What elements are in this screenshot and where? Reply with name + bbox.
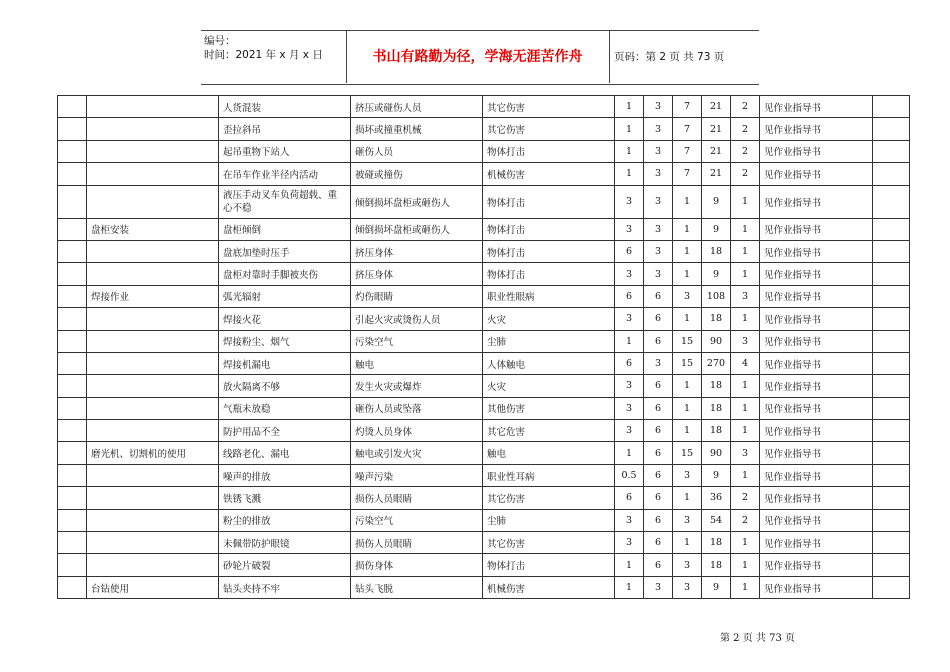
table-row — [58, 263, 910, 285]
control-measure-cell: 见作业指导书 — [760, 285, 873, 307]
risk-value-cell: 108 — [702, 285, 731, 307]
likelihood-cell: 1 — [615, 163, 644, 185]
table-row — [58, 240, 910, 262]
header-page-number: 页码：第 2 页 共 73 页 — [614, 51, 725, 63]
risk-level-cell: 2 — [731, 487, 760, 509]
remark-cell — [873, 240, 910, 262]
control-measure-cell: 见作业指导书 — [760, 554, 873, 576]
work-item-cell: 盘柜安装 — [87, 218, 219, 240]
table-row — [58, 218, 910, 240]
control-measure-cell: 见作业指导书 — [760, 263, 873, 285]
likelihood-cell: 1 — [615, 118, 644, 140]
hazard-cell: 防护用品不全 — [219, 420, 351, 442]
accident-type-cell: 其它伤害 — [483, 487, 615, 509]
index-cell — [58, 218, 87, 240]
work-item-cell — [87, 554, 219, 576]
risk-value-cell: 21 — [702, 118, 731, 140]
table-row — [58, 420, 910, 442]
index-cell — [58, 375, 87, 397]
hazard-cell: 焊接粉尘、烟气 — [219, 330, 351, 352]
hazard-cell: 铁锈飞溅 — [219, 487, 351, 509]
consequence-score-cell: 15 — [673, 330, 702, 352]
remark-cell — [873, 263, 910, 285]
risk-value-cell: 18 — [702, 554, 731, 576]
consequence-cell: 触电或引发火灾 — [351, 442, 483, 464]
risk-value-cell: 36 — [702, 487, 731, 509]
work-item-cell — [87, 487, 219, 509]
accident-type-cell: 尘肺 — [483, 330, 615, 352]
table-row — [58, 352, 910, 374]
control-measure-cell: 见作业指导书 — [760, 118, 873, 140]
work-item-cell — [87, 96, 219, 118]
control-measure-cell: 见作业指导书 — [760, 185, 873, 218]
work-item-cell: 磨光机、切割机的使用 — [87, 442, 219, 464]
table-row — [58, 285, 910, 307]
remark-cell — [873, 330, 910, 352]
table-row — [58, 554, 910, 576]
consequence-score-cell: 7 — [673, 118, 702, 140]
consequence-cell: 发生火灾或爆炸 — [351, 375, 483, 397]
control-measure-cell: 见作业指导书 — [760, 140, 873, 162]
likelihood-cell: 6 — [615, 352, 644, 374]
risk-value-cell: 9 — [702, 464, 731, 486]
control-measure-cell: 见作业指导书 — [760, 240, 873, 262]
hazard-cell: 放火隔离不够 — [219, 375, 351, 397]
work-item-cell — [87, 420, 219, 442]
consequence-score-cell: 15 — [673, 442, 702, 464]
work-item-cell — [87, 263, 219, 285]
table-row — [58, 442, 910, 464]
hazard-cell: 起吊重物下站人 — [219, 140, 351, 162]
risk-level-cell: 2 — [731, 96, 760, 118]
control-measure-cell: 见作业指导书 — [760, 532, 873, 554]
consequence-score-cell: 1 — [673, 240, 702, 262]
exposure-cell: 6 — [644, 330, 673, 352]
hazard-cell: 气瓶未放稳 — [219, 397, 351, 419]
consequence-cell: 挤压身体 — [351, 263, 483, 285]
likelihood-cell: 3 — [615, 263, 644, 285]
remark-cell — [873, 375, 910, 397]
risk-level-cell: 1 — [731, 420, 760, 442]
accident-type-cell: 其它伤害 — [483, 532, 615, 554]
consequence-cell: 损坏或撞重机械 — [351, 118, 483, 140]
table-row — [58, 185, 910, 218]
hazard-cell: 歪拉斜吊 — [219, 118, 351, 140]
risk-value-cell: 9 — [702, 263, 731, 285]
exposure-cell: 6 — [644, 487, 673, 509]
accident-type-cell: 物体打击 — [483, 185, 615, 218]
consequence-cell: 触电 — [351, 352, 483, 374]
table-row — [58, 308, 910, 330]
accident-type-cell: 物体打击 — [483, 140, 615, 162]
accident-type-cell: 尘肺 — [483, 509, 615, 531]
table-row — [58, 140, 910, 162]
exposure-cell: 3 — [644, 118, 673, 140]
exposure-cell: 6 — [644, 308, 673, 330]
index-cell — [58, 308, 87, 330]
table-row — [58, 509, 910, 531]
risk-level-cell: 1 — [731, 554, 760, 576]
control-measure-cell: 见作业指导书 — [760, 420, 873, 442]
risk-value-cell: 18 — [702, 532, 731, 554]
document-time-label: 时间：2021 年 x 月 x 日 — [204, 49, 323, 61]
work-item-cell: 焊接作业 — [87, 285, 219, 307]
accident-type-cell: 其它伤害 — [483, 96, 615, 118]
risk-value-cell: 21 — [702, 140, 731, 162]
hazard-cell: 弧光辐射 — [219, 285, 351, 307]
table-row — [58, 464, 910, 486]
table-row — [58, 118, 910, 140]
work-item-cell — [87, 464, 219, 486]
exposure-cell: 3 — [644, 352, 673, 374]
consequence-score-cell: 7 — [673, 140, 702, 162]
consequence-score-cell: 15 — [673, 352, 702, 374]
remark-cell — [873, 442, 910, 464]
risk-level-cell: 3 — [731, 442, 760, 464]
consequence-cell: 噪声污染 — [351, 464, 483, 486]
risk-level-cell: 2 — [731, 140, 760, 162]
risk-value-cell: 9 — [702, 218, 731, 240]
risk-value-cell: 54 — [702, 509, 731, 531]
exposure-cell: 3 — [644, 185, 673, 218]
index-cell — [58, 263, 87, 285]
consequence-score-cell: 3 — [673, 554, 702, 576]
accident-type-cell: 物体打击 — [483, 218, 615, 240]
consequence-cell: 挤压身体 — [351, 240, 483, 262]
control-measure-cell: 见作业指导书 — [760, 464, 873, 486]
work-item-cell — [87, 308, 219, 330]
exposure-cell: 6 — [644, 375, 673, 397]
control-measure-cell: 见作业指导书 — [760, 330, 873, 352]
risk-level-cell: 2 — [731, 509, 760, 531]
header-meta — [204, 34, 342, 62]
risk-level-cell: 1 — [731, 576, 760, 598]
control-measure-cell: 见作业指导书 — [760, 96, 873, 118]
hazard-cell: 钻头夹持不牢 — [219, 576, 351, 598]
likelihood-cell: 1 — [615, 96, 644, 118]
hazard-cell: 液压手动叉车负荷超载、重心不稳 — [219, 185, 351, 218]
exposure-cell: 3 — [644, 96, 673, 118]
risk-level-cell: 1 — [731, 240, 760, 262]
remark-cell — [873, 140, 910, 162]
likelihood-cell: 3 — [615, 420, 644, 442]
consequence-cell: 损伤身体 — [351, 554, 483, 576]
accident-type-cell: 人体触电 — [483, 352, 615, 374]
hazard-cell: 线路老化、漏电 — [219, 442, 351, 464]
accident-type-cell: 触电 — [483, 442, 615, 464]
remark-cell — [873, 487, 910, 509]
remark-cell — [873, 554, 910, 576]
header-motto: 书山有路勤为径，学海无涯苦作舟 — [372, 49, 583, 65]
risk-value-cell: 90 — [702, 442, 731, 464]
consequence-cell: 砸伤人员或坠落 — [351, 397, 483, 419]
likelihood-cell: 6 — [615, 285, 644, 307]
hazard-cell: 人货混装 — [219, 96, 351, 118]
risk-value-cell: 21 — [702, 163, 731, 185]
exposure-cell: 6 — [644, 509, 673, 531]
exposure-cell: 6 — [644, 554, 673, 576]
control-measure-cell: 见作业指导书 — [760, 308, 873, 330]
table-row — [58, 330, 910, 352]
index-cell — [58, 330, 87, 352]
risk-level-cell: 1 — [731, 218, 760, 240]
exposure-cell: 3 — [644, 218, 673, 240]
consequence-score-cell: 1 — [673, 532, 702, 554]
likelihood-cell: 3 — [615, 375, 644, 397]
remark-cell — [873, 576, 910, 598]
consequence-score-cell: 1 — [673, 487, 702, 509]
accident-type-cell: 火灾 — [483, 375, 615, 397]
risk-level-cell: 1 — [731, 375, 760, 397]
likelihood-cell: 1 — [615, 554, 644, 576]
index-cell — [58, 96, 87, 118]
hazard-cell: 焊接火花 — [219, 308, 351, 330]
work-item-cell — [87, 118, 219, 140]
consequence-cell: 灼伤眼睛 — [351, 285, 483, 307]
control-measure-cell: 见作业指导书 — [760, 163, 873, 185]
table-row — [58, 576, 910, 598]
exposure-cell: 6 — [644, 532, 673, 554]
likelihood-cell: 6 — [615, 240, 644, 262]
page-header — [201, 30, 759, 85]
risk-level-cell: 1 — [731, 263, 760, 285]
likelihood-cell: 3 — [615, 509, 644, 531]
consequence-score-cell: 7 — [673, 163, 702, 185]
index-cell — [58, 420, 87, 442]
consequence-cell: 倾倒损坏盘柜或砸伤人 — [351, 185, 483, 218]
hazard-table — [57, 95, 910, 599]
work-item-cell — [87, 532, 219, 554]
risk-level-cell: 2 — [731, 163, 760, 185]
exposure-cell: 6 — [644, 285, 673, 307]
risk-value-cell: 9 — [702, 576, 731, 598]
page-footer: 第 2 页 共 73 页 — [720, 633, 795, 644]
work-item-cell — [87, 240, 219, 262]
work-item-cell — [87, 163, 219, 185]
hazard-cell: 粉尘的排放 — [219, 509, 351, 531]
likelihood-cell: 3 — [615, 532, 644, 554]
risk-level-cell: 1 — [731, 308, 760, 330]
risk-level-cell: 3 — [731, 285, 760, 307]
index-cell — [58, 554, 87, 576]
work-item-cell — [87, 375, 219, 397]
accident-type-cell: 职业性眼病 — [483, 285, 615, 307]
risk-level-cell: 1 — [731, 532, 760, 554]
remark-cell — [873, 185, 910, 218]
control-measure-cell: 见作业指导书 — [760, 576, 873, 598]
accident-type-cell: 其他伤害 — [483, 397, 615, 419]
index-cell — [58, 487, 87, 509]
remark-cell — [873, 118, 910, 140]
likelihood-cell: 3 — [615, 397, 644, 419]
consequence-score-cell: 1 — [673, 263, 702, 285]
table-row — [58, 397, 910, 419]
control-measure-cell: 见作业指导书 — [760, 397, 873, 419]
index-cell — [58, 464, 87, 486]
likelihood-cell: 3 — [615, 308, 644, 330]
consequence-cell: 损伤人员眼睛 — [351, 487, 483, 509]
header-divider — [609, 31, 610, 83]
risk-level-cell: 1 — [731, 397, 760, 419]
index-cell — [58, 442, 87, 464]
likelihood-cell: 6 — [615, 487, 644, 509]
remark-cell — [873, 218, 910, 240]
work-item-cell — [87, 185, 219, 218]
risk-value-cell: 18 — [702, 240, 731, 262]
consequence-cell: 污染空气 — [351, 509, 483, 531]
work-item-cell — [87, 509, 219, 531]
consequence-cell: 钻头飞脱 — [351, 576, 483, 598]
risk-value-cell: 9 — [702, 185, 731, 218]
index-cell — [58, 532, 87, 554]
exposure-cell: 6 — [644, 397, 673, 419]
accident-type-cell: 其它危害 — [483, 420, 615, 442]
hazard-cell: 盘柜倾倒 — [219, 218, 351, 240]
hazard-cell: 盘底加垫时压手 — [219, 240, 351, 262]
consequence-cell: 挤压或碰伤人员 — [351, 96, 483, 118]
consequence-score-cell: 3 — [673, 509, 702, 531]
remark-cell — [873, 285, 910, 307]
exposure-cell: 3 — [644, 240, 673, 262]
likelihood-cell: 1 — [615, 140, 644, 162]
accident-type-cell: 火灾 — [483, 308, 615, 330]
consequence-score-cell: 3 — [673, 576, 702, 598]
work-item-cell — [87, 352, 219, 374]
remark-cell — [873, 308, 910, 330]
risk-value-cell: 90 — [702, 330, 731, 352]
consequence-cell: 损伤人员眼睛 — [351, 532, 483, 554]
remark-cell — [873, 352, 910, 374]
exposure-cell: 6 — [644, 442, 673, 464]
likelihood-cell: 1 — [615, 330, 644, 352]
hazard-cell: 盘柜对靠时手脚被夹伤 — [219, 263, 351, 285]
control-measure-cell: 见作业指导书 — [760, 509, 873, 531]
consequence-score-cell: 1 — [673, 397, 702, 419]
risk-value-cell: 18 — [702, 308, 731, 330]
consequence-score-cell: 1 — [673, 218, 702, 240]
work-item-cell — [87, 397, 219, 419]
remark-cell — [873, 96, 910, 118]
exposure-cell: 3 — [644, 163, 673, 185]
index-cell — [58, 397, 87, 419]
risk-value-cell: 18 — [702, 375, 731, 397]
consequence-score-cell: 1 — [673, 375, 702, 397]
remark-cell — [873, 532, 910, 554]
risk-level-cell: 2 — [731, 118, 760, 140]
work-item-cell — [87, 140, 219, 162]
hazard-cell: 未佩带防护眼镜 — [219, 532, 351, 554]
document-number-label: 编号： — [204, 35, 236, 47]
risk-value-cell: 21 — [702, 96, 731, 118]
risk-value-cell: 18 — [702, 420, 731, 442]
table-row — [58, 96, 910, 118]
risk-level-cell: 1 — [731, 185, 760, 218]
hazard-table-body — [58, 96, 910, 599]
accident-type-cell: 机械伤害 — [483, 163, 615, 185]
index-cell — [58, 576, 87, 598]
control-measure-cell: 见作业指导书 — [760, 352, 873, 374]
hazard-cell: 噪声的排放 — [219, 464, 351, 486]
hazard-cell: 砂轮片破裂 — [219, 554, 351, 576]
consequence-score-cell: 1 — [673, 185, 702, 218]
accident-type-cell: 物体打击 — [483, 240, 615, 262]
likelihood-cell: 3 — [615, 218, 644, 240]
consequence-score-cell: 1 — [673, 420, 702, 442]
accident-type-cell: 其它伤害 — [483, 118, 615, 140]
control-measure-cell: 见作业指导书 — [760, 218, 873, 240]
remark-cell — [873, 397, 910, 419]
consequence-cell: 引起火灾或烫伤人员 — [351, 308, 483, 330]
consequence-cell: 灼烫人员身体 — [351, 420, 483, 442]
likelihood-cell: 0.5 — [615, 464, 644, 486]
exposure-cell: 6 — [644, 464, 673, 486]
likelihood-cell: 1 — [615, 576, 644, 598]
accident-type-cell: 机械伤害 — [483, 576, 615, 598]
remark-cell — [873, 464, 910, 486]
table-row — [58, 375, 910, 397]
exposure-cell: 3 — [644, 576, 673, 598]
accident-type-cell: 物体打击 — [483, 554, 615, 576]
consequence-score-cell: 1 — [673, 308, 702, 330]
index-cell — [58, 163, 87, 185]
remark-cell — [873, 163, 910, 185]
work-item-cell: 台钻使用 — [87, 576, 219, 598]
exposure-cell: 3 — [644, 263, 673, 285]
index-cell — [58, 285, 87, 307]
exposure-cell: 6 — [644, 420, 673, 442]
table-row — [58, 163, 910, 185]
index-cell — [58, 185, 87, 218]
index-cell — [58, 118, 87, 140]
index-cell — [58, 352, 87, 374]
accident-type-cell: 职业性耳病 — [483, 464, 615, 486]
consequence-cell: 污染空气 — [351, 330, 483, 352]
likelihood-cell: 1 — [615, 442, 644, 464]
risk-level-cell: 1 — [731, 464, 760, 486]
control-measure-cell: 见作业指导书 — [760, 487, 873, 509]
accident-type-cell: 物体打击 — [483, 263, 615, 285]
consequence-cell: 倾倒损坏盘柜或砸伤人 — [351, 218, 483, 240]
consequence-score-cell: 7 — [673, 96, 702, 118]
risk-level-cell: 3 — [731, 330, 760, 352]
consequence-score-cell: 3 — [673, 285, 702, 307]
likelihood-cell: 3 — [615, 185, 644, 218]
index-cell — [58, 240, 87, 262]
exposure-cell: 3 — [644, 140, 673, 162]
index-cell — [58, 509, 87, 531]
remark-cell — [873, 509, 910, 531]
table-row — [58, 532, 910, 554]
control-measure-cell: 见作业指导书 — [760, 442, 873, 464]
risk-value-cell: 18 — [702, 397, 731, 419]
table-row — [58, 487, 910, 509]
control-measure-cell: 见作业指导书 — [760, 375, 873, 397]
risk-value-cell: 270 — [702, 352, 731, 374]
consequence-cell: 砸伤人员 — [351, 140, 483, 162]
consequence-cell: 被碰或撞伤 — [351, 163, 483, 185]
consequence-score-cell: 3 — [673, 464, 702, 486]
hazard-cell: 焊接机漏电 — [219, 352, 351, 374]
remark-cell — [873, 420, 910, 442]
risk-level-cell: 4 — [731, 352, 760, 374]
work-item-cell — [87, 330, 219, 352]
index-cell — [58, 140, 87, 162]
hazard-cell: 在吊车作业半径内活动 — [219, 163, 351, 185]
